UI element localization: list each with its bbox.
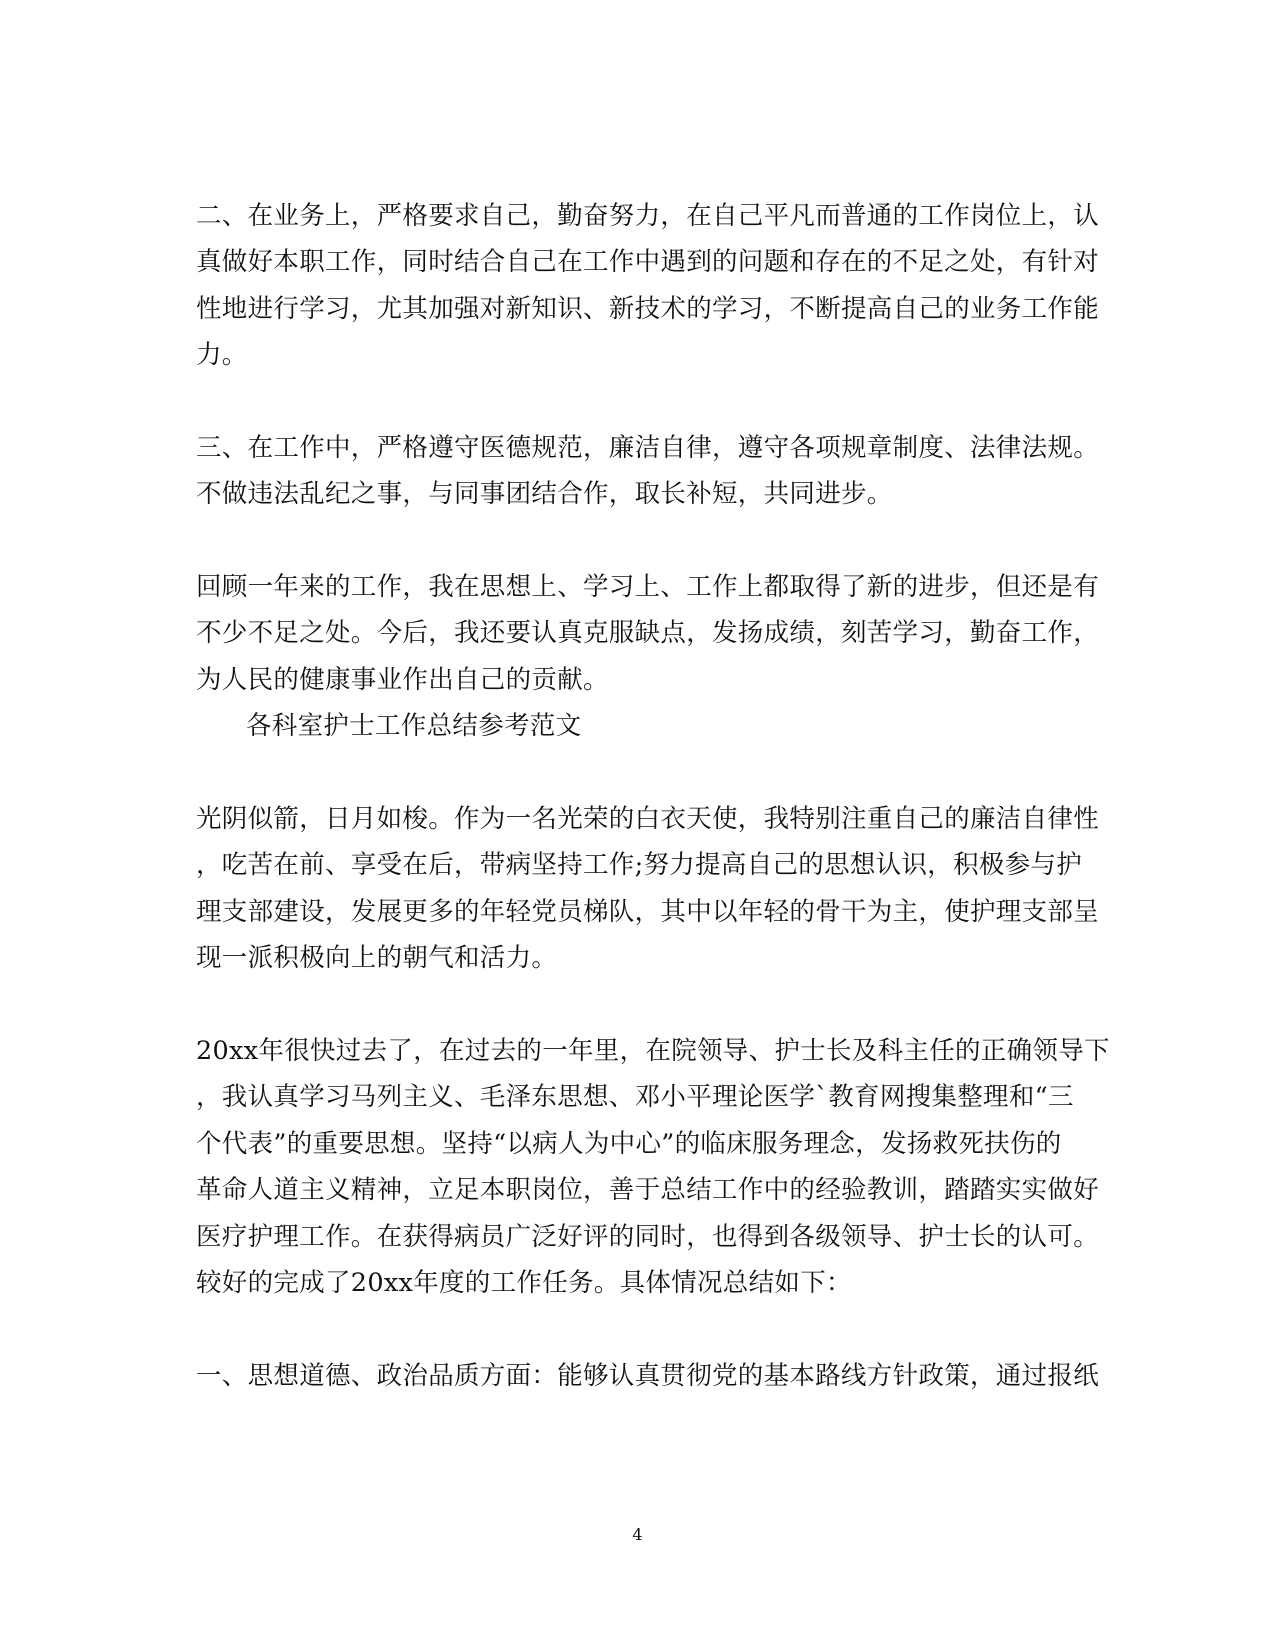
paragraph-line: 真做好本职工作，同时结合自己在工作中遇到的问题和存在的不足之处，有针对 — [196, 247, 1100, 277]
paragraph-line: 性地进行学习，尤其加强对新知识、新技术的学习，不断提高自己的业务工作能 — [196, 294, 1100, 324]
paragraph-line: 20xx年很快过去了，在过去的一年里，在院领导、护士长及科主任的正确领导下 — [196, 1036, 1110, 1066]
paragraph-line: 不做违法乱纪之事，与同事团结合作，取长补短，共同进步。 — [196, 479, 893, 509]
paragraph-line: 为人民的健康事业作出自己的贡献。 — [196, 665, 609, 695]
paragraph-line: 个代表”的重要思想。坚持“以病人为中心”的临床服务理念，发扬救死扶伤的 — [196, 1129, 1062, 1159]
paragraph-line: ，吃苦在前、享受在后，带病坚持工作;努力提高自己的思想认识，积极参与护 — [196, 850, 1083, 880]
paragraph-line: 理支部建设，发展更多的年轻党员梯队，其中以年轻的骨干为主，使护理支部呈 — [196, 897, 1100, 927]
paragraph-line: 革命人道主义精神，立足本职岗位，善于总结工作中的经验教训，踏踏实实做好 — [196, 1175, 1100, 1205]
paragraph-line: 光阴似箭，日月如梭。作为一名光荣的白衣天使，我特别注重自己的廉洁自律性 — [196, 804, 1100, 834]
paragraph-line: 二、在业务上，严格要求自己，勤奋努力，在自己平凡而普通的工作岗位上，认 — [196, 201, 1100, 231]
paragraph-line: 较好的完成了20xx年度的工作任务。具体情况总结如下： — [196, 1268, 852, 1298]
paragraph-line: 不少不足之处。今后，我还要认真克服缺点，发扬成绩，刻苦学习，勤奋工作， — [196, 618, 1100, 648]
section-title: 各科室护士工作总结参考范文 — [246, 711, 582, 741]
paragraph-line: 回顾一年来的工作，我在思想上、学习上、工作上都取得了新的进步，但还是有 — [196, 572, 1100, 602]
paragraph-line: 三、在工作中，严格遵守医德规范，廉洁自律，遵守各项规章制度、法律法规。 — [196, 433, 1100, 463]
paragraph-line: 一、思想道德、政治品质方面：能够认真贯彻党的基本路线方针政策，通过报纸 — [196, 1361, 1100, 1391]
paragraph-line: 现一派积极向上的朝气和活力。 — [196, 943, 558, 973]
paragraph-line: 医疗护理工作。在获得病员广泛好评的同时，也得到各级领导、护士长的认可。 — [196, 1222, 1100, 1252]
page-number: 4 — [632, 1525, 643, 1544]
paragraph-line: 力。 — [196, 340, 248, 370]
paragraph-line: ，我认真学习马列主义、毛泽东思想、邓小平理论医学`教育网搜集整理和“三 — [196, 1082, 1074, 1112]
